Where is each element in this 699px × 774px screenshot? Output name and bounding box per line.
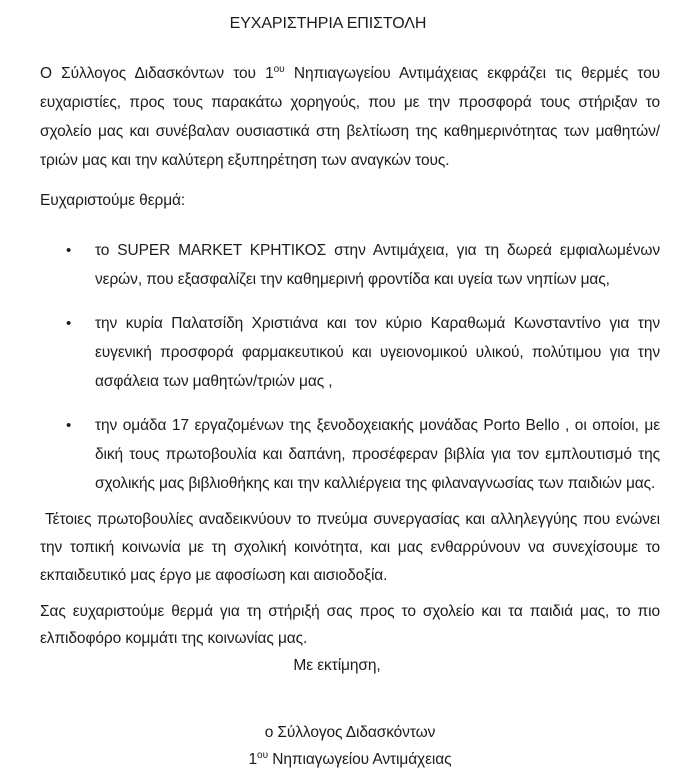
bullet-icon: • <box>66 417 72 434</box>
signature-ordinal-superscript: ου <box>257 749 269 761</box>
bullet-icon: • <box>66 315 72 332</box>
intro-text-rest: Νηπιαγωγείου Αντιμάχειας εκφράζει τις θερμές του ευχαριστίες, προς τους παρακάτω χορηγούς, που με την προσφορά τους στήριξαν το σχολείο μας και συνέβαλαν ουσιαστικά στη βελτίωση της καθημερινότητας των μαθητών/τριών μας και την καλύτερη εξυπηρέτηση των αναγκών τους. <box>40 65 660 169</box>
thanks-lead: Ευχαριστούμε θερμά: <box>40 192 186 209</box>
donors-list <box>40 236 660 498</box>
signature-school-name: Νηπιαγωγείου Αντιμάχειας <box>268 751 452 768</box>
signature-block <box>40 719 660 773</box>
list-item-text: την κυρία Παλατσίδη Χριστιάνα και τον κύριο Καραθωμά Κωνσταντίνο για την ευγενική προσφορά φαρμακευτικού και υγειονομικού υλικού, πολύτιμου για την ασφάλεια των μαθητών/τριών μας , <box>95 315 660 390</box>
intro-paragraph <box>40 59 660 175</box>
list-item-text: την ομάδα 17 εργαζομένων της ξενοδοχειακής μονάδας Porto Bello , οι οποίοι, με δική τους πρωτοβουλία και δαπάνη, προσέφεραν βιβλία για τον εμπλουτισμό της σχολικής μας βιβλιοθήκης και την καλλιέργεια της φιλαναγνωσίας των παιδιών μας. <box>95 417 660 492</box>
signature-line-1: ο Σύλλογος Διδασκόντων <box>264 724 436 741</box>
signature-line-2 <box>40 746 660 773</box>
intro-text-start: Ο Σύλλογος Διδασκόντων του 1 <box>40 65 274 82</box>
bullet-icon: • <box>66 242 72 259</box>
ordinal-superscript: ου <box>273 63 285 75</box>
closing-paragraph-1: Τέτοιες πρωτοβουλίες αναδεικνύουν το πνεύμα συνεργασίας και αλληλεγγύης που ενώνει την τοπική κοινωνία με τη σχολική κοινότητα, και μας ενθαρρύνουν να συνεχίσουμε το εκπαιδευτικό μας έργο με αφοσίωση και αισιοδοξία. <box>40 511 660 584</box>
list-item <box>40 411 660 498</box>
valediction: Με εκτίμηση, <box>293 657 381 674</box>
letter-title: ΕΥΧΑΡΙΣΤΗΡΙΑ ΕΠΙΣΤΟΛΗ <box>229 15 427 32</box>
signature-ordinal: 1 <box>248 751 258 768</box>
list-item <box>40 236 660 294</box>
closing-paragraph-2: Σας ευχαριστούμε θερμά για τη στήριξή σας προς το σχολείο και τα παιδιά μας, το πιο ελπιδοφόρο κομμάτι της κοινωνίας μας. <box>40 603 660 647</box>
list-item-text: το SUPER MARKET ΚΡΗΤΙΚΟΣ στην Αντιμάχεια, για τη δωρεά εμφιαλωμένων νερών, που εξασφαλίζει την καθημερινή φροντίδα και υγεία των νηπίων μας, <box>95 242 660 288</box>
list-item <box>40 309 660 396</box>
